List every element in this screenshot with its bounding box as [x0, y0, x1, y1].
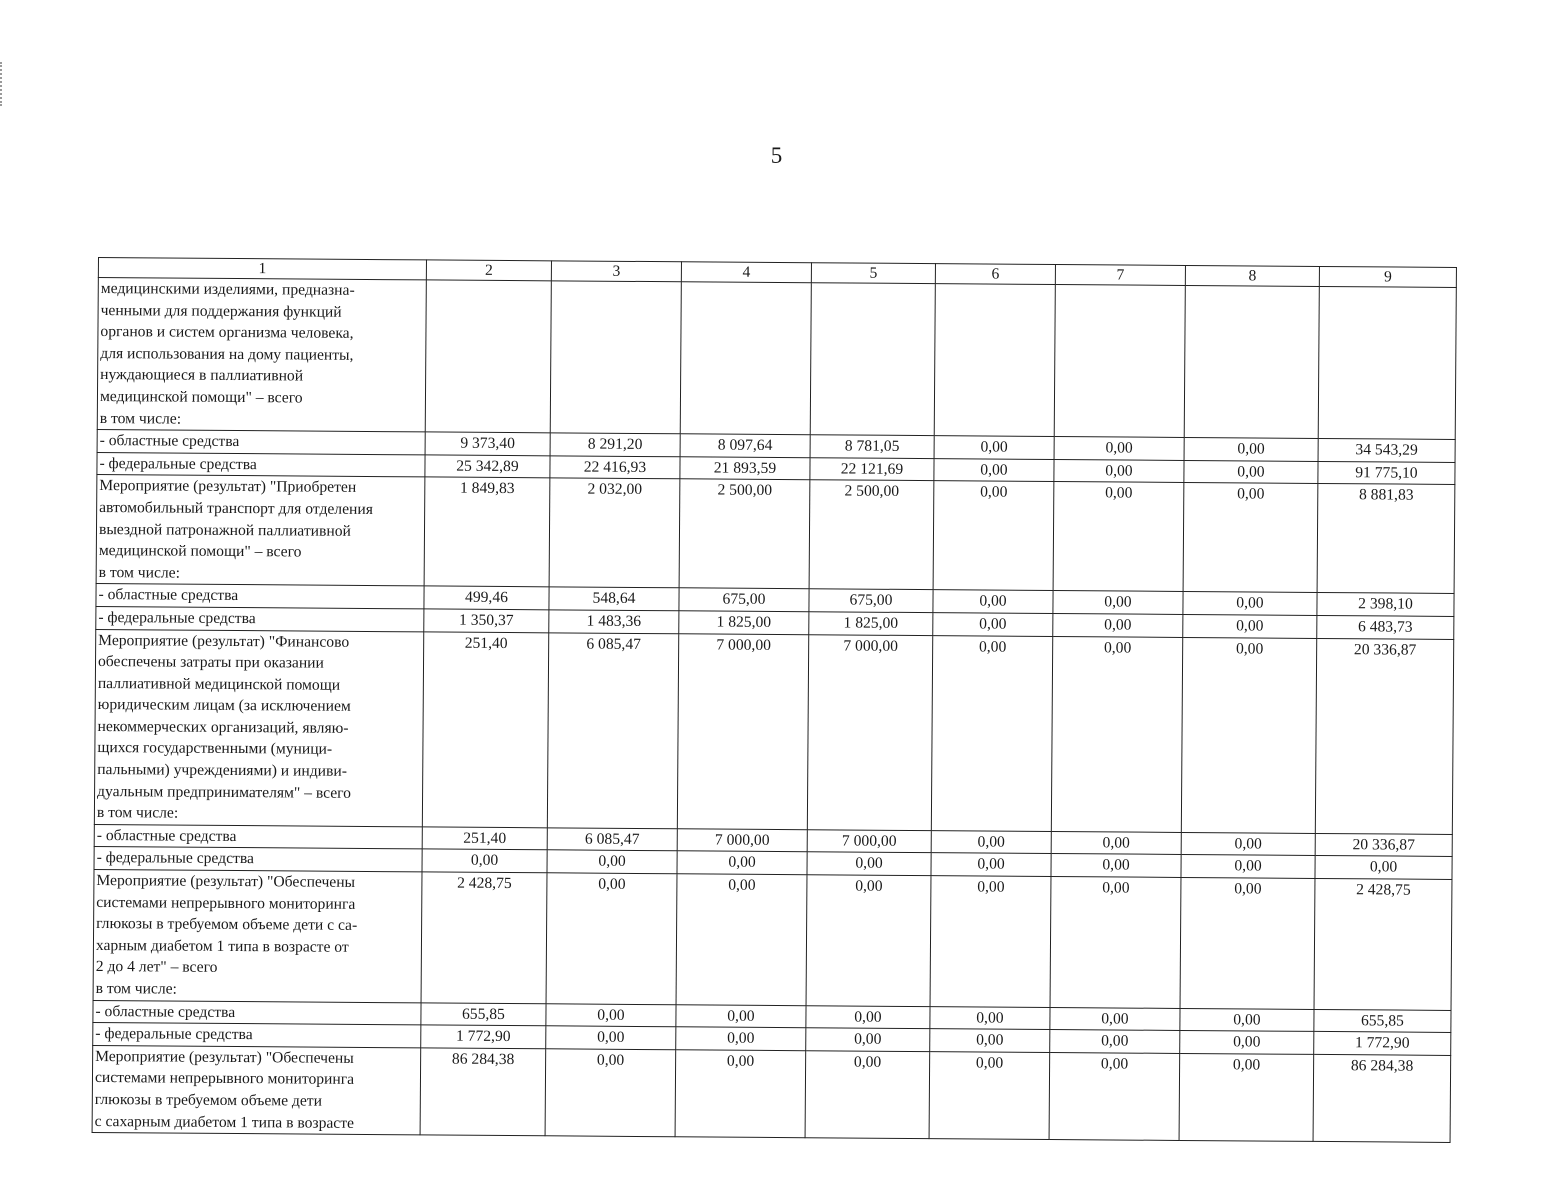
value-cell: 499,46	[424, 586, 549, 610]
row-label-line: - федеральные средства	[95, 1025, 253, 1044]
row-label	[93, 1023, 421, 1048]
value-cell: 548,64	[549, 587, 679, 611]
value-cell: 25 342,89	[425, 455, 550, 479]
value-cell: 0,00	[1183, 483, 1318, 593]
row-label-line: автомобильный транспорт для отделения	[99, 498, 373, 518]
row-label-line: для использования на дому пациенты,	[100, 344, 354, 364]
row-label	[94, 824, 422, 849]
value-cell: 0,00	[934, 436, 1054, 459]
table-row	[93, 870, 1452, 1011]
row-label-line: с сахарным диабетом 1 типа в возрасте	[94, 1112, 355, 1132]
value-cell: 9 373,40	[425, 432, 550, 456]
value-cell: 6 483,73	[1317, 615, 1454, 639]
row-label-line: органов и систем организма человека,	[100, 323, 354, 343]
value-cell: 34 543,29	[1318, 439, 1455, 463]
value-cell: 0,00	[1051, 854, 1181, 878]
table-row	[97, 278, 1456, 440]
value-cell: 8 881,83	[1317, 484, 1455, 594]
row-label-line: в том числе:	[98, 563, 181, 582]
value-cell: 22 121,69	[810, 457, 934, 481]
value-cell: 2 500,00	[679, 479, 810, 589]
row-label-line: 2 до 4 лет" – всего	[95, 958, 218, 977]
row-label	[93, 1000, 421, 1025]
value-cell: 0,00	[934, 458, 1054, 481]
value-cell: 251,40	[422, 827, 547, 851]
value-cell: 675,00	[679, 588, 809, 612]
row-label-line: системами непрерывного мониторинга	[94, 1069, 355, 1089]
value-cell: 0,00	[933, 481, 1054, 591]
column-number: 4	[681, 262, 811, 283]
value-cell: 2 500,00	[809, 480, 934, 590]
row-label-line: пальными) учреждениями) и индиви-	[97, 761, 348, 780]
value-cell: 0,00	[931, 635, 1052, 831]
value-cell: 20 336,87	[1315, 833, 1452, 857]
table-body	[92, 258, 1456, 1143]
value-cell: 0,00	[422, 849, 547, 873]
row-label-line: щихся государственными (муници-	[97, 739, 333, 759]
value-cell: 0,00	[807, 852, 931, 876]
value-cell: 0,00	[1181, 637, 1316, 833]
value-cell: 0,00	[1180, 1008, 1314, 1032]
table-row	[96, 475, 1455, 594]
value-cell: 0,00	[931, 853, 1051, 876]
row-label-line: медицинской помощи" – всего	[99, 387, 303, 407]
value-cell: 0,00	[930, 1029, 1050, 1052]
value-cell: 0,00	[1183, 614, 1317, 638]
value-cell: 2 428,75	[1314, 878, 1452, 1010]
row-label-line: - областные средства	[99, 432, 240, 451]
row-label	[94, 629, 423, 827]
value-cell: 0,00	[1054, 459, 1184, 483]
value-cell: 0,00	[933, 590, 1053, 613]
value-cell: 8 291,20	[550, 433, 680, 457]
value-cell: 0,00	[806, 1028, 930, 1052]
row-label-line: - областные средства	[95, 1002, 236, 1021]
column-number: 7	[1055, 265, 1185, 286]
row-label-line: обеспечены затраты при оказании	[97, 653, 324, 672]
row-label-line: - областные средства	[98, 586, 239, 605]
row-label-line: системами непрерывного мониторинга	[96, 893, 356, 913]
value-cell	[550, 281, 681, 434]
row-label-line: - областные средства	[96, 826, 237, 845]
row-label-line: в том числе:	[95, 980, 177, 998]
row-label-line: дуальным предпринимателям" – всего	[97, 782, 352, 802]
row-label-line: ченными для поддержания функций	[100, 301, 342, 321]
value-cell: 2 398,10	[1317, 593, 1454, 617]
value-cell: 0,00	[545, 1049, 676, 1137]
column-number: 9	[1319, 266, 1456, 287]
row-label-line: паллиативной медицинской помощи	[97, 674, 341, 694]
value-cell: 0,00	[677, 851, 807, 875]
value-cell: 7 000,00	[677, 829, 807, 853]
value-cell: 0,00	[1053, 613, 1183, 637]
row-label	[92, 1045, 421, 1135]
value-cell: 0,00	[676, 1004, 806, 1028]
value-cell: 0,00	[1050, 877, 1181, 1009]
row-label-line: медицинскими изделиями, предназна-	[100, 280, 355, 299]
value-cell: 7 000,00	[807, 634, 932, 830]
value-cell: 1 825,00	[809, 612, 933, 636]
row-label	[97, 452, 425, 477]
row-label-line: медицинской помощи" – всего	[98, 542, 302, 561]
value-cell: 0,00	[930, 1006, 1050, 1029]
column-number: 1	[98, 258, 426, 280]
row-label	[94, 847, 422, 872]
value-cell: 1 849,83	[424, 477, 550, 587]
value-cell: 21 893,59	[680, 457, 810, 481]
value-cell: 0,00	[1315, 856, 1452, 880]
row-label	[96, 475, 425, 586]
value-cell: 0,00	[1179, 1053, 1314, 1141]
page-number: 5	[770, 143, 783, 168]
value-cell: 8 781,05	[810, 435, 934, 459]
value-cell: 0,00	[1183, 592, 1317, 616]
value-cell: 1 825,00	[679, 611, 809, 635]
table-row	[92, 1045, 1451, 1142]
value-cell: 0,00	[676, 1027, 806, 1051]
value-cell	[680, 282, 811, 435]
row-label-line: харным диабетом 1 типа в возрасте от	[95, 936, 349, 956]
row-label-line: глюкозы в требуемом объеме дети	[94, 1090, 323, 1110]
value-cell: 0,00	[547, 850, 677, 874]
value-cell: 0,00	[546, 873, 677, 1005]
table-row	[94, 629, 1453, 834]
row-label-line: нуждающиеся в паллиативной	[100, 366, 304, 385]
value-cell: 0,00	[676, 874, 807, 1006]
value-cell: 0,00	[806, 1005, 930, 1029]
value-cell	[934, 284, 1055, 437]
value-cell: 0,00	[1180, 1031, 1314, 1055]
value-cell: 1 350,37	[424, 609, 549, 633]
value-cell: 0,00	[1184, 438, 1318, 462]
value-cell: 86 284,38	[420, 1048, 546, 1136]
value-cell: 20 336,87	[1315, 638, 1453, 834]
value-cell: 0,00	[933, 613, 1053, 636]
value-cell: 6 085,47	[547, 828, 677, 852]
row-label-line: Мероприятие (результат) "Приобретен	[99, 477, 357, 497]
value-cell: 6 085,47	[547, 632, 678, 828]
row-label	[97, 430, 425, 455]
value-cell: 0,00	[1180, 877, 1315, 1009]
row-label-line: некоммерческих организаций, являю-	[97, 717, 349, 737]
value-cell: 655,85	[421, 1002, 546, 1026]
value-cell	[810, 283, 935, 436]
column-number: 3	[551, 261, 681, 282]
financing-table	[92, 257, 1457, 1143]
value-cell: 655,85	[1314, 1009, 1451, 1033]
row-label-line: глюкозы в требуемом объеме дети с са-	[96, 915, 358, 935]
value-cell: 22 416,93	[550, 456, 680, 480]
row-label-line: Мероприятие (результат) "Обеспечены	[95, 1047, 354, 1067]
value-cell	[1054, 285, 1185, 438]
value-cell: 0,00	[546, 1026, 676, 1050]
column-number: 2	[426, 260, 551, 281]
value-cell: 0,00	[929, 1051, 1050, 1139]
financing-table-wrapper	[92, 257, 1457, 1143]
row-label-line: юридическим лицам (за исключением	[97, 696, 351, 716]
value-cell: 91 775,10	[1318, 461, 1455, 485]
value-cell: 0,00	[675, 1050, 806, 1138]
row-label	[96, 606, 424, 631]
value-cell: 0,00	[1051, 636, 1182, 832]
value-cell: 251,40	[422, 631, 548, 827]
value-cell: 0,00	[546, 1003, 676, 1027]
value-cell: 0,00	[1049, 1052, 1180, 1140]
row-label-line: выездной патронажной паллиативной	[98, 520, 351, 540]
value-cell: 1 772,90	[1314, 1032, 1451, 1056]
scan-edge-mark	[0, 62, 5, 106]
value-cell: 0,00	[1051, 831, 1181, 855]
value-cell: 0,00	[1050, 1030, 1180, 1054]
value-cell: 86 284,38	[1313, 1054, 1451, 1142]
row-label	[97, 278, 426, 433]
value-cell: 2 428,75	[421, 872, 547, 1003]
column-number: 8	[1185, 265, 1319, 286]
value-cell	[1318, 286, 1456, 439]
row-label-line: Мероприятие (результат) "Финансово	[98, 631, 350, 651]
value-cell: 675,00	[809, 589, 933, 613]
row-label	[96, 584, 424, 609]
row-label-line: - федеральные средства	[99, 454, 257, 473]
row-label-line: - федеральные средства	[96, 849, 254, 868]
value-cell: 0,00	[1181, 832, 1315, 856]
value-cell	[425, 280, 551, 433]
value-cell: 7 000,00	[677, 633, 808, 829]
value-cell: 0,00	[1181, 855, 1315, 879]
value-cell: 1 772,90	[421, 1025, 546, 1049]
value-cell: 7 000,00	[807, 830, 931, 854]
value-cell: 0,00	[1054, 437, 1184, 461]
value-cell: 0,00	[1184, 460, 1318, 484]
row-label-line: в том числе:	[99, 409, 182, 428]
value-cell: 1 483,36	[549, 610, 679, 634]
row-label	[93, 870, 422, 1003]
value-cell: 0,00	[805, 1050, 930, 1138]
value-cell: 0,00	[930, 876, 1051, 1007]
value-cell: 8 097,64	[680, 434, 810, 458]
column-number: 5	[811, 263, 935, 284]
value-cell: 0,00	[1053, 482, 1184, 592]
value-cell: 0,00	[1053, 591, 1183, 615]
value-cell: 0,00	[806, 875, 931, 1006]
row-label-line: в том числе:	[96, 804, 179, 822]
value-cell: 0,00	[1050, 1007, 1180, 1031]
row-label-line: Мероприятие (результат) "Обеспечены	[96, 872, 356, 891]
value-cell: 2 032,00	[549, 478, 680, 588]
value-cell	[1184, 285, 1319, 438]
row-label-line: - федеральные средства	[98, 608, 256, 628]
column-number: 6	[935, 264, 1055, 285]
value-cell: 0,00	[931, 830, 1051, 853]
